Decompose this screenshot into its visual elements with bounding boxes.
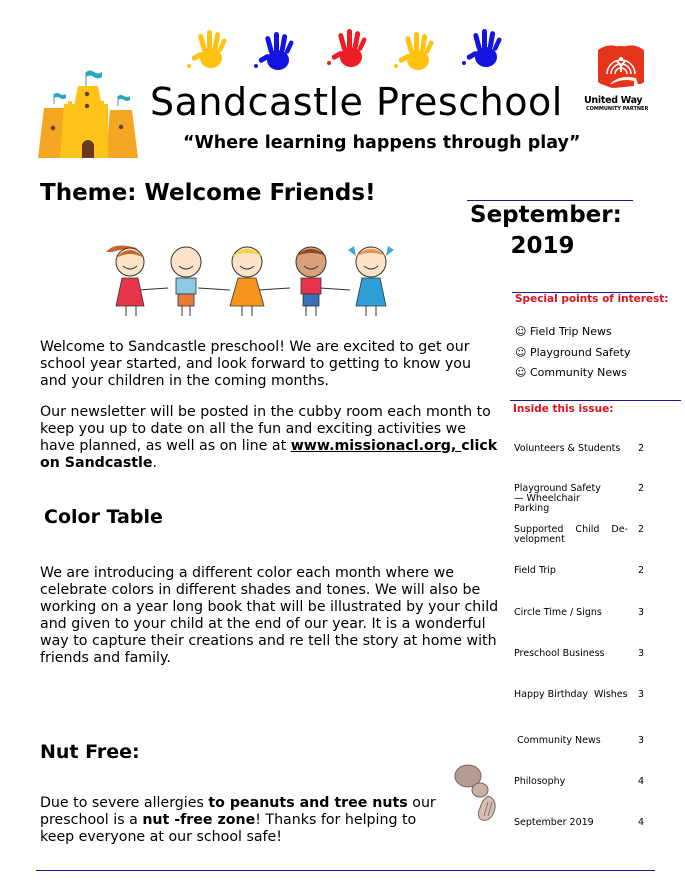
toc-label: Philosophy <box>514 776 566 787</box>
toc-label: Playground Safety— Wheelchair Parking <box>514 483 601 514</box>
toc-label: Community News <box>514 735 601 746</box>
newsletter-end: . <box>152 455 158 471</box>
nut-free-heading: Nut Free: <box>40 741 140 763</box>
toc-label: Supported Child De- velopment <box>514 524 628 545</box>
newsletter-paragraph <box>40 404 502 472</box>
nut-free-paragraph <box>40 795 445 846</box>
united-way-logo-icon <box>598 44 644 94</box>
sandcastle-logo <box>38 68 138 160</box>
click-instruction: click on Sandcastle <box>40 438 498 471</box>
newsletter-tagline: “Where learning happens through play” <box>183 133 581 153</box>
peanut-icon <box>452 762 504 824</box>
nut-free-text: Due to severe allergies <box>40 795 209 811</box>
divider <box>510 400 681 401</box>
toc-page: 2 <box>638 443 645 454</box>
theme-heading: Theme: Welcome Friends! <box>40 180 376 206</box>
handprint-icon <box>460 27 510 71</box>
color-table-paragraph: We are introducing a different color each month where we celebrate colors in different shades and tones. We will also be working on a year long book that will be illustrated by your child and given to your child at the end of our year. It is a wonderful way to capture their creations and re tell the story at home with friends and family. <box>40 565 499 666</box>
nut-free-text: ! Thanks for helping to keep everyone at our school safe! <box>40 812 417 845</box>
issue-month: September: <box>470 202 622 228</box>
toc-page: 2 <box>638 565 645 576</box>
issue-year: 2019 <box>510 233 575 259</box>
newsletter-title: Sandcastle Preschool <box>150 80 563 124</box>
nut-free-text: our preschool is a <box>40 795 436 828</box>
color-table-heading: Color Table <box>44 506 163 528</box>
toc-label: Circle Time / Signs <box>514 607 602 618</box>
toc-label: Field Trip <box>514 565 556 576</box>
toc-label: Happy Birthday Wishes <box>514 689 628 700</box>
united-way-name: United Way <box>584 95 643 106</box>
bottom-divider <box>36 870 655 871</box>
handprint-icon <box>392 30 442 74</box>
special-points-title: Special points of interest: <box>515 293 669 305</box>
inside-issue-title: Inside this issue: <box>513 403 614 415</box>
toc-page: 4 <box>638 776 645 787</box>
toc-page: 2 <box>638 524 645 535</box>
website-link[interactable]: www.missionacl.org, <box>290 438 462 454</box>
toc-page: 2 <box>638 483 645 494</box>
special-point-item: ☺ Field Trip News <box>515 325 612 338</box>
united-way-subtitle: COMMUNITY PARTNER <box>586 106 649 112</box>
newsletter-text: Our newsletter will be posted in the cubby room each month to keep you up to date on all the fun and exciting activities we have planned, as well as on line at <box>40 404 491 454</box>
nut-free-emphasis: to peanuts and tree nuts <box>208 795 408 811</box>
toc-label: Preschool Business <box>514 648 605 659</box>
toc-label: Volunteers & Students <box>514 443 621 454</box>
toc-page: 3 <box>638 689 645 700</box>
handprint-icon <box>252 30 302 74</box>
toc-page: 3 <box>638 648 645 659</box>
special-point-item: ☺ Community News <box>515 366 627 379</box>
toc-page: 3 <box>638 735 645 746</box>
toc-page: 4 <box>638 817 645 828</box>
issue-date <box>470 200 622 262</box>
toc-page: 3 <box>638 607 645 618</box>
nut-free-zone-emphasis: nut -free zone <box>142 812 256 828</box>
handprint-icon <box>325 27 375 71</box>
welcome-paragraph: Welcome to Sandcastle preschool! We are excited to get our school year started, and look forward to getting to know you and your children in the coming months. <box>40 339 471 389</box>
special-point-item: ☺ Playground Safety <box>515 346 631 359</box>
toc-label: September 2019 <box>514 817 594 828</box>
children-holding-hands-illustration <box>98 240 410 318</box>
handprint-icon <box>185 28 235 72</box>
